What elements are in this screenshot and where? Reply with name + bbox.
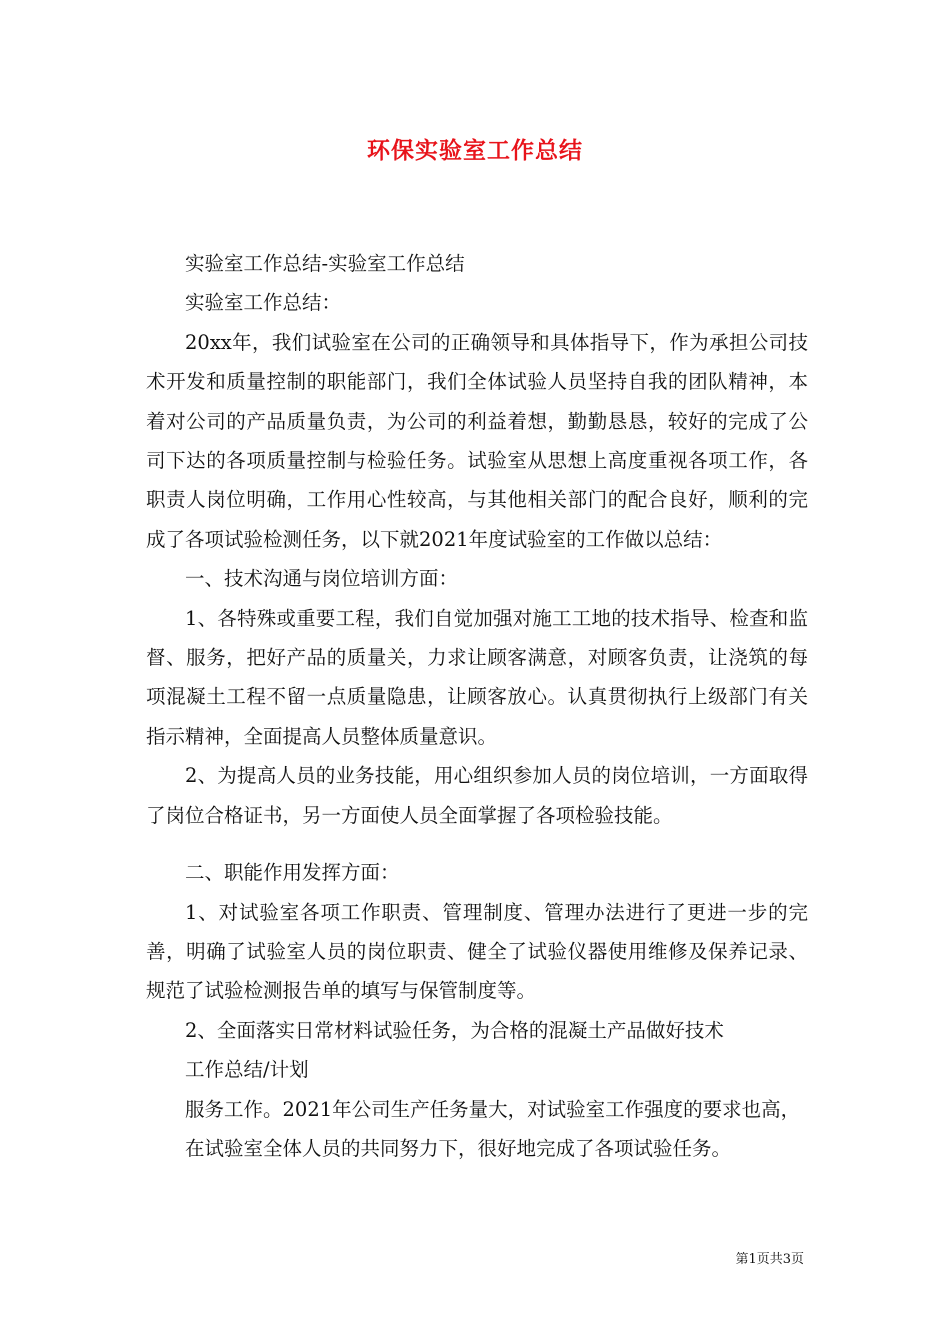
paragraph-note: 工作总结/计划: [185, 1058, 309, 1082]
paragraph-subtitle: 实验室工作总结-实验室工作总结: [185, 252, 465, 275]
document-title: 环保实验室工作总结: [367, 137, 583, 164]
document-body: [146, 244, 808, 1168]
section-heading-2: 二、职能作用发挥方面：: [185, 861, 400, 885]
paragraph-2-2: 2、全面落实日常材料试验任务，为合格的混凝土产品做好技术: [185, 1018, 724, 1042]
paragraph-heading: 实验室工作总结：: [185, 291, 342, 315]
paragraph-2-1: 1、对试验室各项工作职责、管理制度、管理办法进行了更进一步的完善，明确了试验室人员的岗位职责、健全了试验仪器使用维修及保养记录、规范了试验检测报告单的填写与保管制度等。: [146, 900, 808, 1003]
paragraph-1-2: 2、为提高人员的业务技能，用心组织参加人员的岗位培训，一方面取得了岗位合格证书，另一方面使人员全面掌握了各项检验技能。: [146, 764, 808, 827]
paragraph-2-2-cont: 服务工作。2021年公司生产任务量大，对试验室工作强度的要求也高，: [185, 1097, 801, 1121]
page-indicator: 第1页共3页: [735, 1252, 804, 1267]
paragraph-intro: 20xx年，我们试验室在公司的正确领导和具体指导下，作为承担公司技术开发和质量控制的职能部门，我们全体试验人员坚持自我的团队精神，本着对公司的产品质量负责，为公司的利益着想，勤勤恳恳，较好的完成了公司下达的各项质量控制与检验任务。试验室从思想上高度重视各项工作，各职责人岗位明确，工作用心性较高，与其他相关部门的配合良好，顺利的完成了各项试验检测任务，以下就2021年度试验室的工作做以总结：: [146, 330, 808, 551]
paragraph-1-1: 1、各特殊或重要工程，我们自觉加强对施工工地的技术指导、检查和监督、服务，把好产品的质量关，力求让顾客满意，对顾客负责，让浇筑的每项混凝土工程不留一点质量隐患，让顾客放心。认真贯彻执行上级部门有关指示精神，全面提高人员整体质量意识。: [146, 606, 808, 748]
paragraph-2-2-end: 在试验室全体人员的共同努力下，很好地完成了各项试验任务。: [185, 1136, 732, 1160]
section-heading-1: 一、技术沟通与岗位培训方面：: [185, 567, 459, 591]
